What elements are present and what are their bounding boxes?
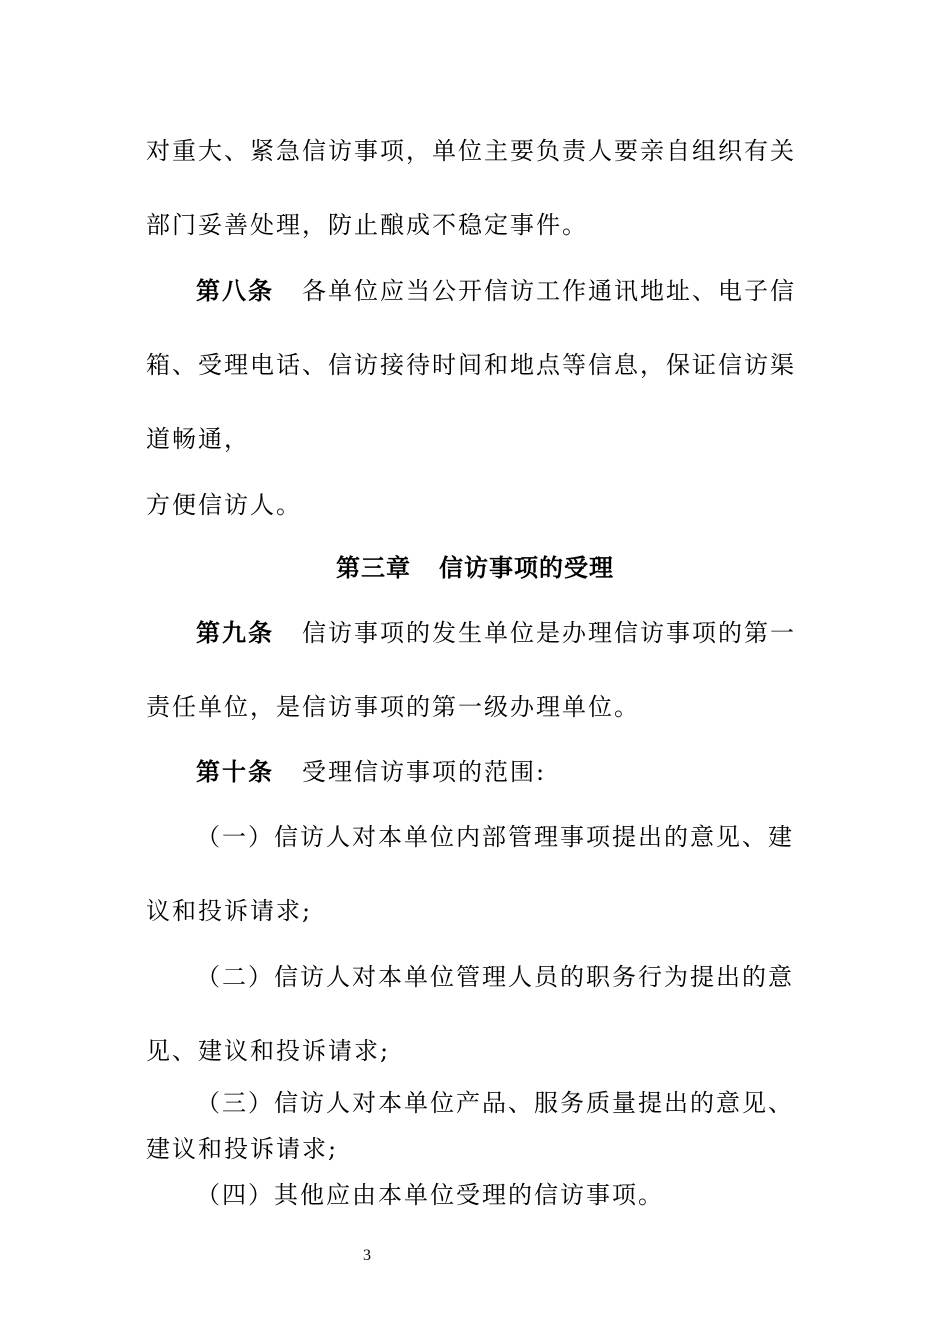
article-9-text: 信访事项的发生单位是办理信访事项的第一 [302,619,796,647]
article-9-heading: 第九条 [196,618,274,647]
list-item-line: （一）信访人对本单位内部管理事项提出的意见、建 [196,823,794,851]
article-9-line: 责任单位，是信访事项的第一级办理单位。 [146,693,640,721]
list-item-line: 议和投诉请求; [146,897,313,925]
list-item-line: 建议和投诉请求; [146,1135,339,1163]
article-8-line: 箱、受理电话、信访接待时间和地点等信息，保证信访渠 [146,351,796,379]
paragraph-line: 对重大、紧急信访事项，单位主要负责人要亲自组织有关 [146,137,796,165]
page-number: 3 [363,1247,371,1264]
chapter-title [0,553,950,583]
article-9-line [196,618,796,648]
article-8-line [196,276,796,306]
article-8-line: 方便信访人。 [146,491,302,519]
article-10-intro: 受理信访事项的范围: [302,758,547,786]
article-8-text: 各单位应当公开信访工作通讯地址、电子信 [302,277,796,305]
chapter-name: 信访事项的受理 [439,553,614,582]
list-item-line: （四）其他应由本单位受理的信访事项。 [196,1181,664,1209]
list-item-line: 见、建议和投诉请求; [146,1037,391,1065]
list-item-line: （三）信访人对本单位产品、服务质量提出的意见、 [196,1089,794,1117]
paragraph-line: 部门妥善处理，防止酿成不稳定事件。 [146,211,588,239]
chapter-number: 第三章 [336,553,411,582]
article-8-line: 道畅通， [146,425,250,453]
article-8-heading: 第八条 [196,276,274,305]
article-10-heading: 第十条 [196,757,274,786]
article-10-line [196,757,546,787]
list-item-line: （二）信访人对本单位管理人员的职务行为提出的意 [196,963,794,991]
